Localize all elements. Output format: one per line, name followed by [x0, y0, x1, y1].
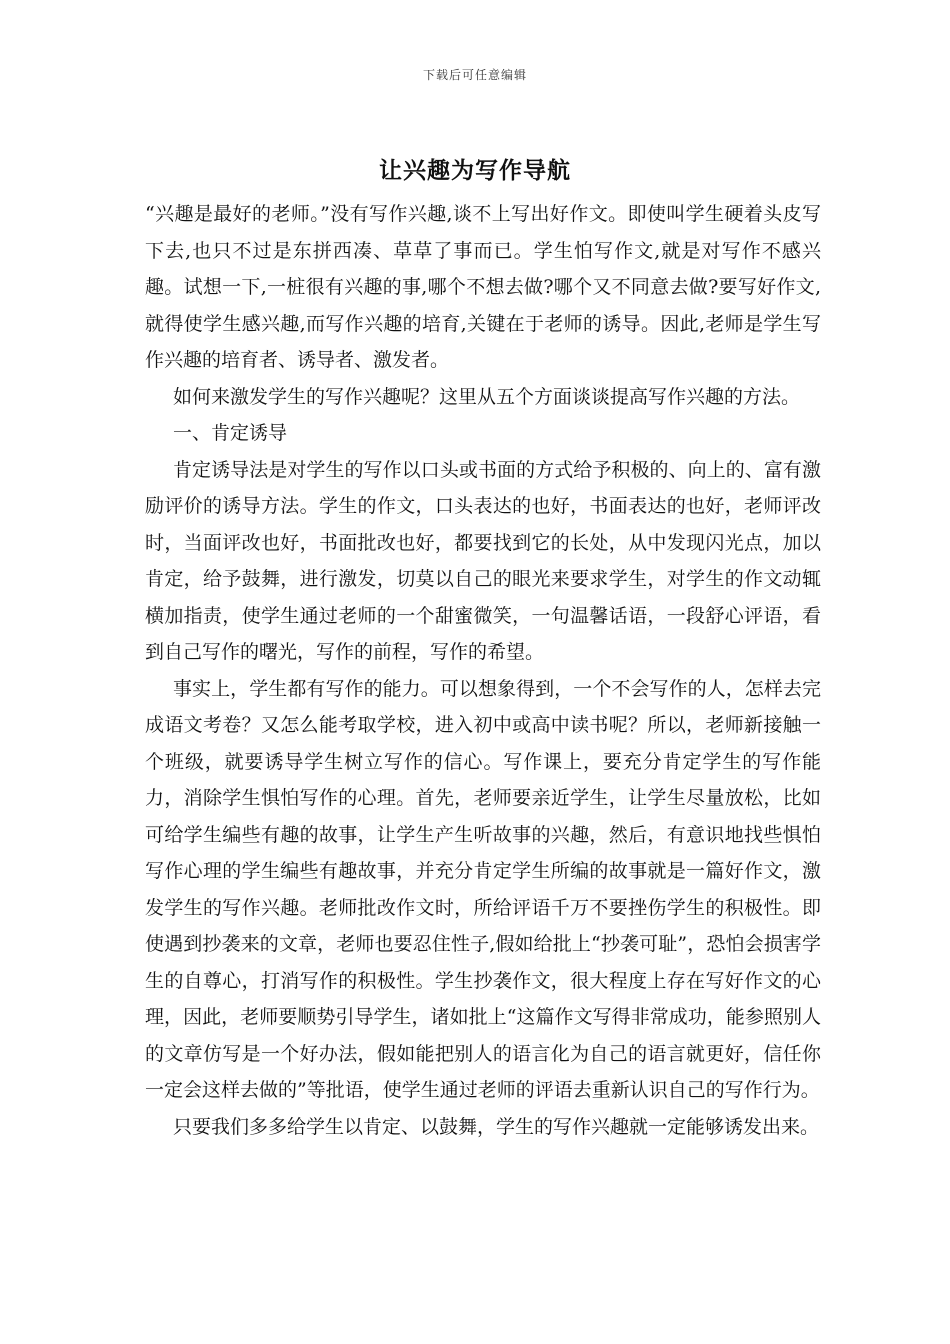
document-title: 让兴趣为写作导航 — [379, 157, 571, 184]
paragraph-method: 肯定诱导法是对学生的写作以口头或书面的方式给予积极的、向上的、富有激励评价的诱导方法。学生的作文，口头表达的也好，书面表达的也好，老师评改时，当面评改也好，书面批改也好，都要找到它的长处，从中发现闪光点，加以肯定，给予鼓舞，进行激发，切莫以自己的眼光来要求学生，对学生的作文动辄横加指责，使学生通过老师的一个甜蜜微笑，一句温馨话语，一段舒心评语，看到自己写作的曙光，写作的前程，写作的希望。 — [145, 458, 821, 663]
document-body — [145, 196, 821, 1145]
paragraph-fact: 事实上，学生都有写作的能力。可以想象得到，一个不会写作的人，怎样去完成语文考卷？又怎么能考取学校，进入初中或高中读书呢？所以，老师新接触一个班级，就要诱导学生树立写作的信心。写作课上，要充分肯定学生的写作能力，消除学生惧怕写作的心理。首先，老师要亲近学生，让学生尽量放松，比如可给学生编些有趣的故事，让学生产生听故事的兴趣，然后，有意识地找些惧怕写作心理的学生编些有趣故事，并充分肯定学生所编的故事就是一篇好作文，激发学生的写作兴趣。老师批改作文时，所给评语千万不要挫伤学生的积极性。即使遇到抄袭来的文章，老师也要忍住性子,假如给批上“抄袭可耻”，恐怕会损害学生的自尊心，打消写作的积极性。学生抄袭作文，很大程度上存在写好作文的心理，因此，老师要顺势引导学生，诸如批上“这篇作文写得非常成功，能参照别人的文章仿写是一个好办法，假如能把别人的语言化为自己的语言就更好，信任你一定会这样去做的”等批语，使学生通过老师的评语去重新认识自己的写作行为。 — [145, 677, 821, 1101]
paragraph-intro: “兴趣是最好的老师。”没有写作兴趣,谈不上写出好作文。即使叫学生硬着头皮写下去,也只不过是东拼西凑、草草了事而已。学生怕写作文,就是对写作不感兴趣。试想一下,一桩很有兴趣的事,哪个不想去做?哪个又不同意去做?要写好作文,就得使学生感兴趣,而写作兴趣的培育,关键在于老师的诱导。因此,老师是学生写作兴趣的培育者、诱导者、激发者。 — [145, 203, 821, 371]
header-note: 下载后可任意编辑 — [422, 68, 527, 82]
paragraph-question: 如何来激发学生的写作兴趣呢？这里从五个方面谈谈提高写作兴趣的方法。 — [173, 385, 801, 408]
paragraph-conclusion: 只要我们多多给学生以肯定、以鼓舞，学生的写作兴趣就一定能够诱发出来。 — [173, 1115, 820, 1138]
section-heading: 一、肯定诱导 — [173, 422, 288, 444]
